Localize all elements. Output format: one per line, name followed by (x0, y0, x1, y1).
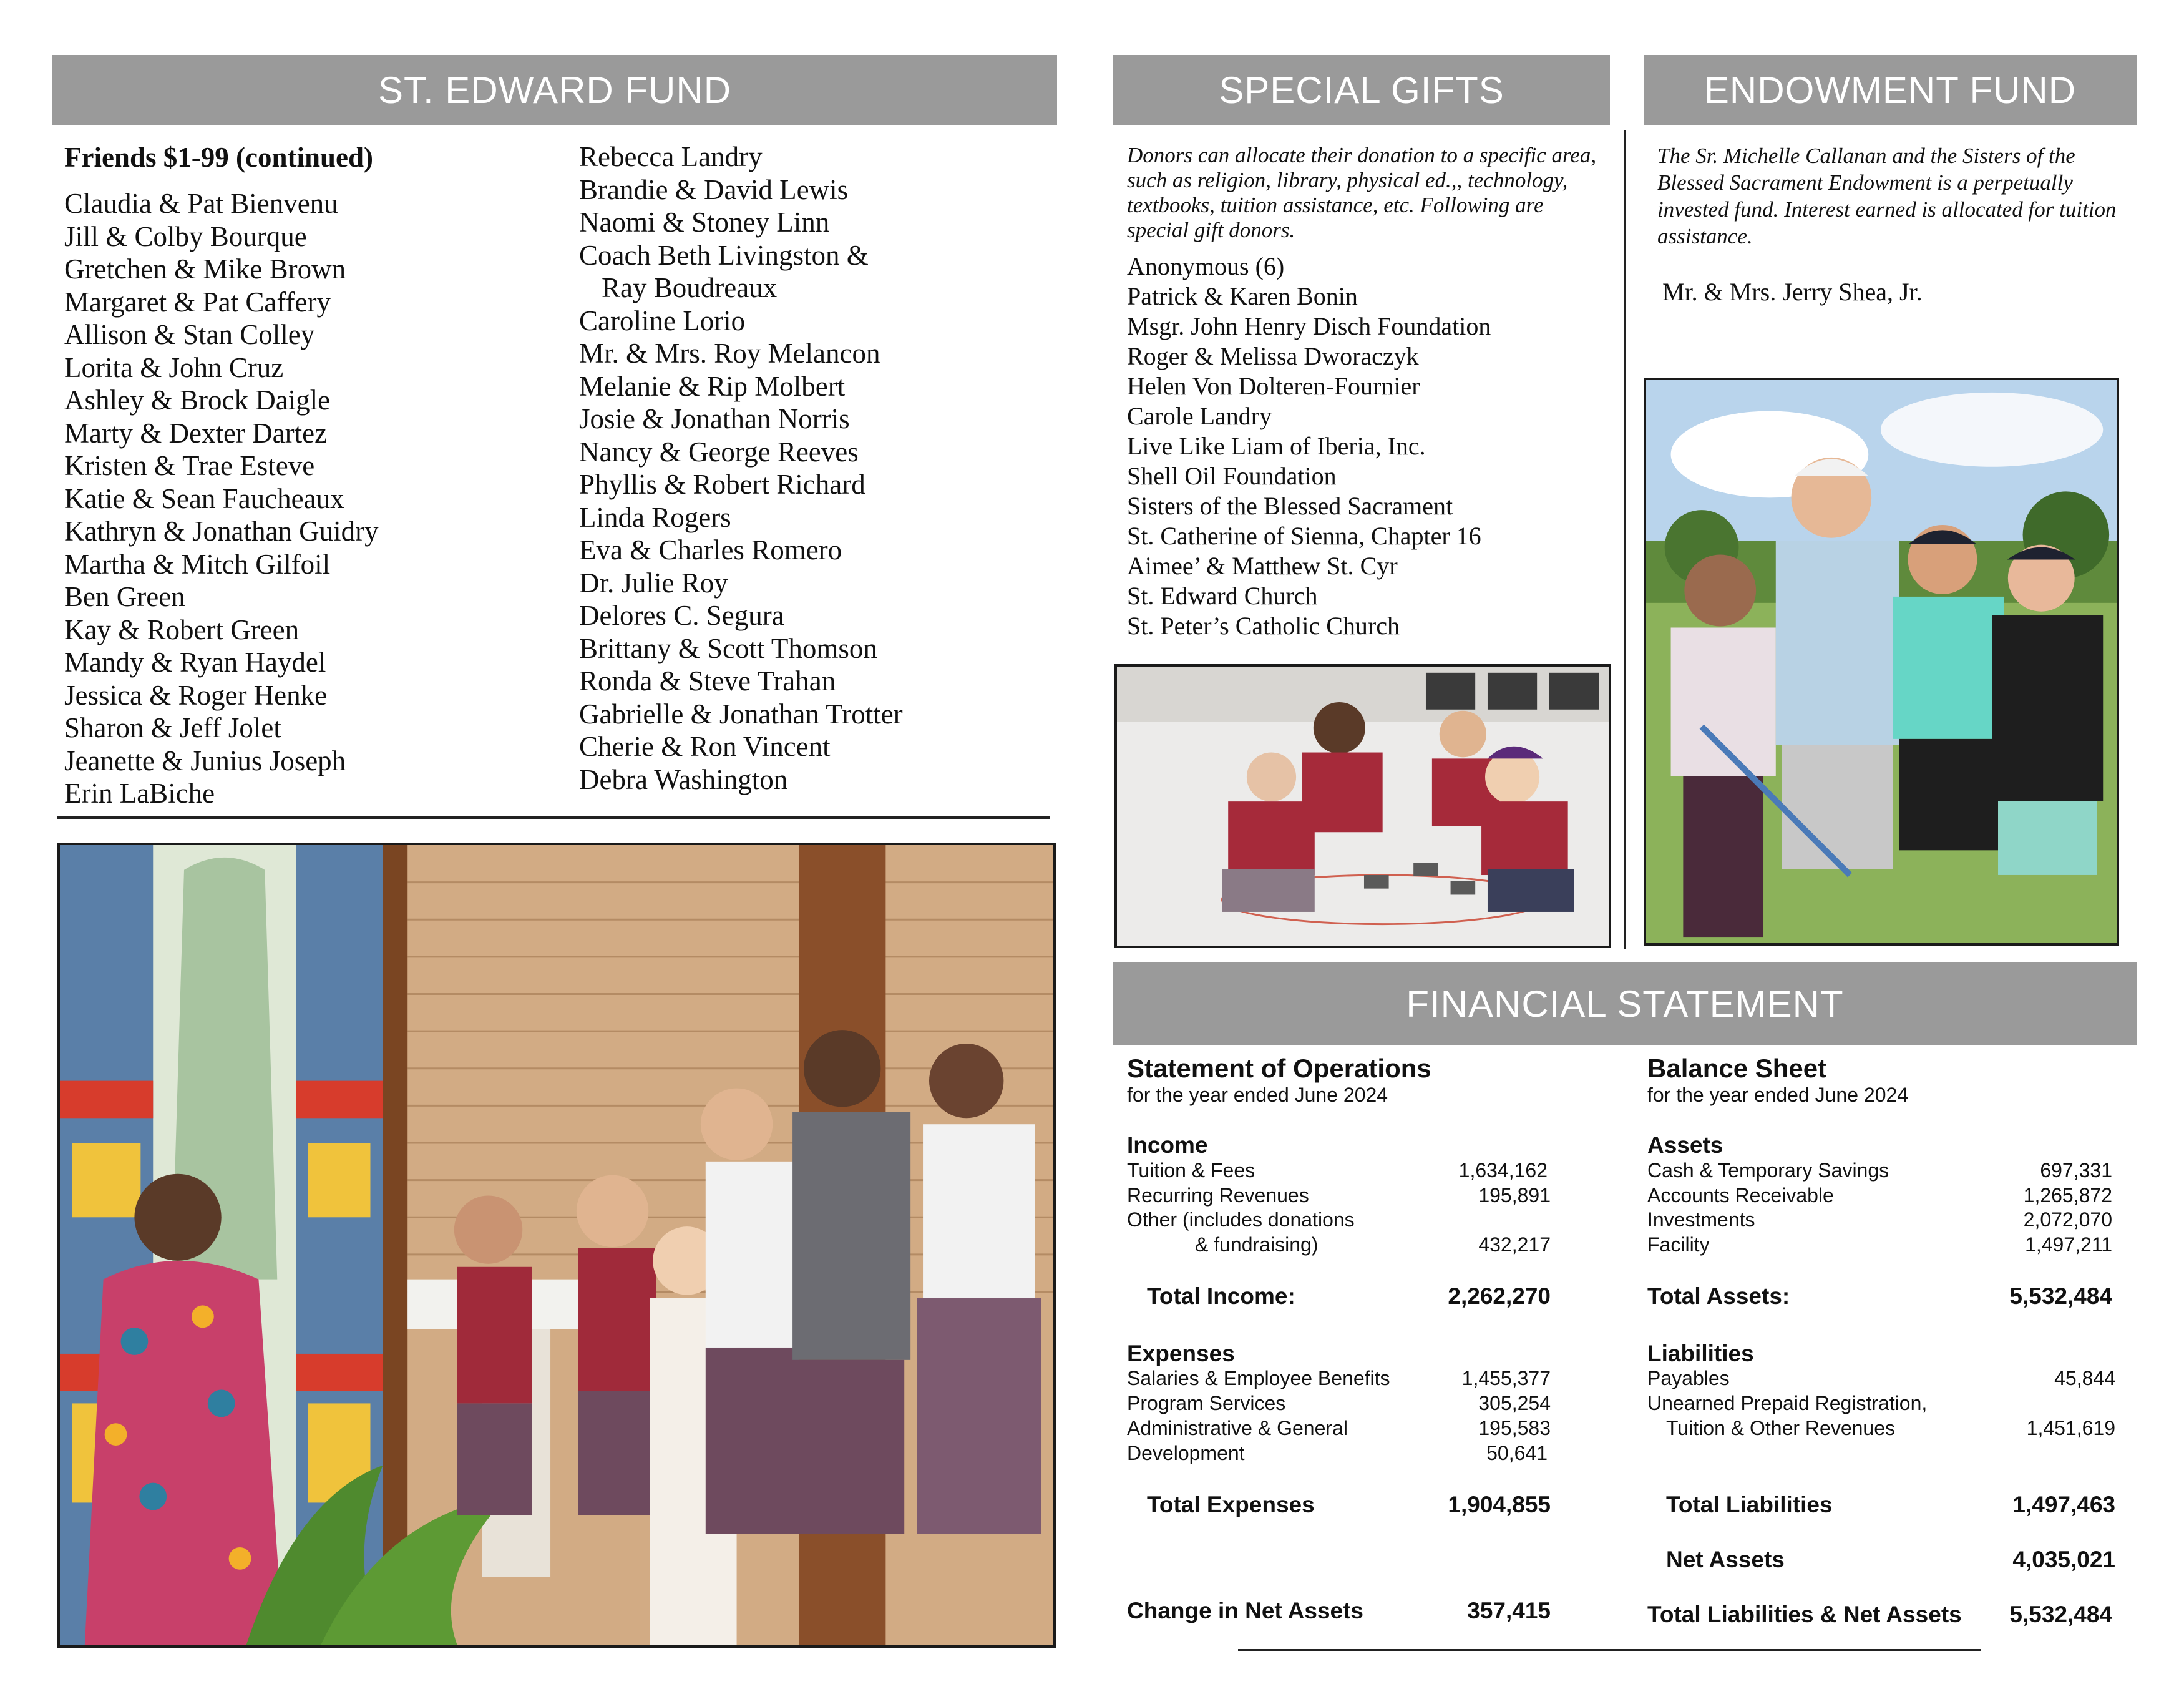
income-heading: Income (1127, 1132, 1208, 1158)
total-liabilities-label: Total Liabilities (1666, 1492, 1833, 1517)
st-edward-fund-title: ST. EDWARD FUND (378, 69, 732, 111)
asset-row-value: 1,497,211 (2025, 1233, 2112, 1256)
list-item: Jeanette & Junius Joseph (64, 745, 346, 776)
endowment-intro: The Sr. Michelle Callanan and the Sisters of the Blessed Sacrament Endowment is a perpetually invested fund. Interest earned is allocated for tuition assistance. (1657, 144, 2117, 248)
endowment-donor: Mr. & Mrs. Jerry Shea, Jr. (1662, 278, 1923, 306)
list-item: Aimee’ & Matthew St. Cyr (1127, 552, 1398, 580)
liability-row-value: 1,451,619 (2026, 1417, 2115, 1439)
income-row-label: Recurring Revenues (1127, 1184, 1309, 1207)
expense-row-label: Program Services (1127, 1392, 1286, 1414)
asset-row-label: Facility (1647, 1233, 1710, 1256)
income-row-label: Other (includes donations (1127, 1208, 1355, 1231)
expense-row-value: 305,254 (1478, 1392, 1551, 1414)
robotics-photo (1114, 664, 1611, 948)
total-income-label: Total Income: (1147, 1283, 1295, 1309)
list-item: Gabrielle & Jonathan Trotter (579, 698, 903, 730)
liability-row-value: 45,844 (2054, 1367, 2115, 1389)
list-item: St. Catherine of Sienna, Chapter 16 (1127, 522, 1481, 550)
income-row-value: 432,217 (1478, 1233, 1551, 1256)
list-item: Claudia & Pat Bienvenu (64, 188, 338, 219)
list-item: Ronda & Steve Trahan (579, 665, 836, 697)
financial-bottom-rule (1238, 1649, 1981, 1651)
list-item: Katie & Sean Faucheaux (64, 482, 344, 514)
asset-row-value: 2,072,070 (2023, 1208, 2112, 1231)
list-item: Kristen & Trae Esteve (64, 450, 315, 481)
list-item: Caroline Lorio (579, 305, 746, 336)
list-item: Anonymous (6) (1127, 252, 1285, 280)
total-liabilities-net-assets-value: 5,532,484 (2009, 1602, 2112, 1627)
total-assets-label: Total Assets: (1647, 1283, 1790, 1309)
list-item: Brandie & David Lewis (579, 174, 849, 205)
special-gifts-donor-list (1127, 252, 1491, 641)
liability-row-label: Unearned Prepaid Registration, (1647, 1392, 1928, 1414)
balance-period: for the year ended June 2024 (1647, 1084, 1909, 1106)
asset-row-value: 697,331 (2040, 1159, 2112, 1182)
list-item: Sisters of the Blessed Sacrament (1127, 492, 1453, 520)
asset-row-label: Investments (1647, 1208, 1755, 1231)
list-item: St. Edward Church (1127, 582, 1318, 610)
income-row-value: 195,891 (1478, 1184, 1551, 1207)
friends-subhead: Friends $1-99 (continued) (64, 142, 373, 173)
total-liabilities-value: 1,497,463 (2012, 1492, 2115, 1517)
list-item: Helen Von Dolteren-Fournier (1127, 372, 1420, 400)
liability-row-label: Tuition & Other Revenues (1666, 1417, 1895, 1439)
list-item: Ben Green (64, 581, 185, 612)
list-item: Sharon & Jeff Jolet (64, 712, 281, 743)
list-item: Jill & Colby Bourque (64, 220, 307, 252)
list-item: Josie & Jonathan Norris (579, 403, 850, 434)
total-assets-value: 5,532,484 (2009, 1283, 2112, 1309)
balance-title: Balance Sheet (1647, 1054, 1827, 1083)
donor-list-column-2 (579, 140, 903, 796)
net-assets-value: 4,035,021 (2012, 1547, 2115, 1572)
expense-row-label: Administrative & General (1127, 1417, 1348, 1439)
list-item: Nancy & George Reeves (579, 436, 859, 468)
list-item: St. Peter’s Catholic Church (1127, 612, 1400, 640)
list-item: Delores C. Segura (579, 600, 784, 631)
list-item: Mandy & Ryan Haydel (64, 647, 326, 678)
special-gifts-banner (1113, 55, 1610, 125)
asset-row-value: 1,265,872 (2023, 1184, 2112, 1207)
expense-row-label: Salaries & Employee Benefits (1127, 1367, 1390, 1389)
asset-row-label: Cash & Temporary Savings (1647, 1159, 1889, 1182)
income-row-value: 1,634,162 (1458, 1159, 1548, 1182)
list-item: Mr. & Mrs. Roy Melancon (579, 338, 880, 369)
special-gifts-title: SPECIAL GIFTS (1219, 69, 1504, 111)
expense-row-value: 1,455,377 (1461, 1367, 1551, 1389)
expenses-heading: Expenses (1127, 1341, 1235, 1366)
liabilities-heading: Liabilities (1647, 1341, 1754, 1366)
list-item: Lorita & John Cruz (64, 351, 284, 383)
total-liabilities-net-assets-label: Total Liabilities & Net Assets (1647, 1602, 1962, 1627)
list-item: Roger & Melissa Dworaczyk (1127, 342, 1419, 370)
expense-row-label: Development (1127, 1442, 1245, 1464)
total-income-value: 2,262,270 (1448, 1283, 1551, 1309)
change-net-assets-label: Change in Net Assets (1127, 1598, 1363, 1623)
list-item: Ray Boudreaux (602, 272, 778, 303)
special-gifts-intro: Donors can allocate their donation to a specific area, such as religion, library, physical ed.,, technology, textbooks, tuition assistance, etc. Following are special gift donors. (1127, 143, 1597, 242)
change-net-assets-value: 357,415 (1467, 1598, 1551, 1623)
list-item: Live Like Liam of Iberia, Inc. (1127, 432, 1426, 460)
list-item: Brittany & Scott Thomson (579, 632, 877, 664)
expense-row-value: 50,641 (1486, 1442, 1548, 1464)
donor-list-column-1 (64, 187, 379, 810)
golf-photo (1644, 378, 2119, 946)
list-item: Patrick & Karen Bonin (1127, 282, 1358, 310)
list-item: Phyllis & Robert Richard (579, 469, 865, 500)
column-divider (1624, 130, 1626, 949)
list-item: Rebecca Landry (579, 141, 763, 172)
list-item: Kay & Robert Green (64, 614, 300, 645)
total-expenses-label: Total Expenses (1147, 1492, 1315, 1517)
list-item: Ashley & Brock Daigle (64, 384, 331, 416)
list-item: Coach Beth Livingston & (579, 239, 869, 271)
list-item: Cherie & Ron Vincent (579, 731, 831, 762)
operations-period: for the year ended June 2024 (1127, 1084, 1388, 1106)
list-item: Marty & Dexter Dartez (64, 417, 328, 449)
liability-row-label: Payables (1647, 1367, 1730, 1389)
list-item: Msgr. John Henry Disch Foundation (1127, 312, 1491, 340)
st-edward-divider (57, 816, 1050, 819)
list-item: Martha & Mitch Gilfoil (64, 548, 331, 580)
list-item: Melanie & Rip Molbert (579, 370, 846, 402)
st-edward-fund-banner (52, 55, 1057, 125)
financial-statement-banner (1113, 962, 2137, 1045)
list-item: Margaret & Pat Caffery (64, 286, 331, 318)
endowment-fund-title: ENDOWMENT FUND (1704, 69, 2077, 111)
list-item: Carole Landry (1127, 402, 1272, 430)
list-item: Erin LaBiche (64, 778, 215, 809)
financial-statement-title: FINANCIAL STATEMENT (1406, 982, 1844, 1025)
total-expenses-value: 1,904,855 (1448, 1492, 1551, 1517)
asset-row-label: Accounts Receivable (1647, 1184, 1834, 1207)
list-item: Allison & Stan Colley (64, 319, 315, 350)
list-item: Gretchen & Mike Brown (64, 253, 346, 285)
list-item: Debra Washington (579, 763, 788, 795)
operations-title: Statement of Operations (1127, 1054, 1431, 1083)
list-item: Jessica & Roger Henke (64, 679, 328, 711)
list-item: Kathryn & Jonathan Guidry (64, 516, 379, 547)
choir-photo (57, 843, 1056, 1648)
list-item: Linda Rogers (579, 501, 731, 533)
list-item: Shell Oil Foundation (1127, 462, 1337, 490)
list-item: Dr. Julie Roy (579, 567, 728, 599)
list-item: Naomi & Stoney Linn (579, 207, 830, 238)
endowment-fund-banner (1644, 55, 2137, 125)
income-row-label: Tuition & Fees (1127, 1159, 1255, 1182)
expense-row-value: 195,583 (1478, 1417, 1551, 1439)
list-item: Eva & Charles Romero (579, 534, 842, 565)
assets-heading: Assets (1647, 1132, 1723, 1158)
net-assets-label: Net Assets (1666, 1547, 1785, 1572)
income-row-label: & fundraising) (1195, 1233, 1319, 1256)
